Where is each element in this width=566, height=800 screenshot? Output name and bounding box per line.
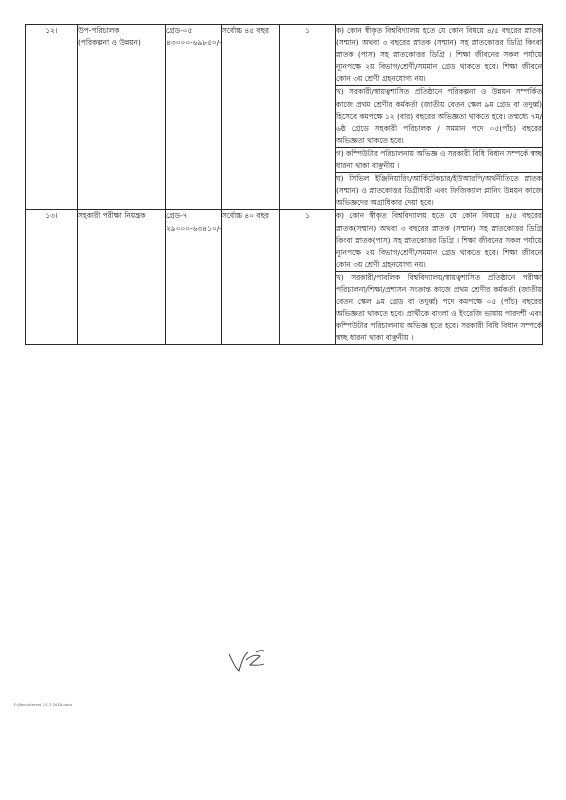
post-count: ১ [305,211,310,221]
requirement-cell [336,86,543,147]
vacancy-table [25,24,543,345]
grade-cell [166,210,222,345]
post-name-cell [78,25,166,210]
requirement-cell [336,173,543,210]
requirement-text: ক) কোন স্বীকৃত বিশ্ববিদ্যালয় হতে যে কোন বিষয়ে ৪/৫ বছরের স্নাতক (সম্মান) অথবা ৩ বছরের স্নাতক (সম্মান) সহ স্নাতকোত্তর ডিগ্রি কিংবা স্নাতক (পাস) সহ স্নাতকোত্তর ডিগ্রি । শিক্ষা জীবনের সকল পর্যায়ে ন্যূনপক্ষে ২য় বিভাগ/শ্রেণী/সমমান গ্রেড থাকতে হবে। শিক্ষা জীবনে কোন ৩য় শ্রেণী গ্রহনযোগ্য নয়। [336,26,542,84]
post-count-cell [280,25,336,210]
requirement-cell [336,147,543,172]
post-title: সহকারী পরীক্ষা নিয়ন্ত্রক [78,211,146,221]
post-name-cell [78,210,166,345]
file-path-footer: F:\Recruitment 11.7.2018.docx [14,703,73,707]
requirement-cell [336,210,543,271]
post-count: ১ [305,26,310,35]
table-row [26,25,543,86]
grade-label: গ্রেড-৭ [166,211,188,221]
handwritten-initials-icon [226,646,268,674]
post-title: উপ-পরিচালক [78,26,120,35]
post-subtitle: (পরিকল্পনা ও উন্নয়ন) [78,38,141,48]
requirement-cell [336,25,543,86]
requirement-text: খ) সরকারী/স্বায়ত্বশাসিত প্রতিষ্ঠানে পরিকল্পনা ও উন্নয়ন সম্পর্কিত কাজে প্রথম শ্রেণীর কর্মকর্তা (জাতীয় বেতন স্কেল ৯ম গ্রেড বা তদুর্ধ্ব) হিসেবে কমপক্ষে ১২ (বার) বছরের অভিজ্ঞতা থাকতে হবে। তন্মধ্যে ৭ম/৬ষ্ঠ গ্রেডে সহকারী পরিচালক / সমমান পদে ০৫(পাঁচ) বছরের অভিজ্ঞতা থাকতে হবে। [336,87,542,145]
age-limit-cell [222,25,280,210]
serial-number: ১৩। [45,211,58,221]
requirement-cell [336,271,543,345]
pay-scale: ২৯০০০-৬৩৪১০/- [166,223,222,233]
requirement-text: খ) সরকারী/পাবলিক বিশ্ববিদ্যালয়/স্বায়ত্বশাসিত প্রতিষ্ঠানে পরীক্ষা পরিচালনা/শিক্ষা/প্রশাসন সংক্রান্ত কাজে প্রথম শ্রেণীর কর্মকর্তা (জাতীয় বেতন স্কেল ৯ম গ্রেড বা তদুর্ধ্ব) পদে কমপক্ষে ০৫ (পাঁচ) বছরের অভিজ্ঞতা থাকতে হবে। প্রার্থীকে বাংলা ও ইংরেজি ভাষায় পারদর্শী এবং কম্পিউটার পরিচালনায় অভিজ্ঞ হতে হবে। সরকারী বিধি বিধান সম্পর্কে স্বচ্ছ ধারনা থাকা বাঞ্ছনীয় । [336,272,542,343]
requirement-text: ঘ) সিভিল ইঞ্জিনিয়ারিং/আর্কিটেকচার/ইউআরপি/অর্থনীতিতে স্নাতক (সম্মান) ও স্নাতকোত্তর ডিগ্রীধারী এবং ফিজিক্যাল প্লানিং উন্নয়ন কাজে অভিজ্ঞদের অগ্রাধিকার দেয়া হবে। [336,174,542,208]
grade-label: গ্রেড-০৫ [166,26,193,35]
age-limit: সর্বোচ্চ ৪০ বছর [222,211,269,221]
serial-number: ১২। [45,26,58,35]
serial-cell [26,25,78,210]
pay-scale: ৪৩০০০-৬৯৮৫০/- [166,38,222,48]
serial-cell [26,210,78,345]
grade-cell [166,25,222,210]
post-count-cell [280,210,336,345]
age-limit-cell [222,210,280,345]
requirement-text: গ) কম্পিউটার পরিচালনায় অভিজ্ঞ ও সরকারী বিধি বিধান সম্পর্কে স্বচ্ছ ধারনা থাকা বাঞ্ছনীয় । [336,148,542,171]
requirement-text: ক) কোন স্বীকৃত বিশ্ববিদ্যালয় হতে যে কোন বিষয়ে ৪/৫ বছরের স্নাতক(সম্মান) অথবা ৩ বছরের স্নাতক (সম্মান) সহ স্নাতকোত্তর ডিগ্রি কিংবা স্নাতক(পাস) সহ স্নাতকোত্তর ডিগ্রি । শিক্ষা জীবনের সকল পর্যায়ে ন্যূনপক্ষে ২য় বিভাগ/শ্রেণী/সমমান গ্রেড থাকতে হবে। শিক্ষা জীবনে কোন ৩য় শ্রেণী গ্রহনযোগ্য নয়। [336,211,542,269]
age-limit: সর্বোচ্চ ৪৫ বছর [222,26,269,35]
table-row [26,210,543,271]
